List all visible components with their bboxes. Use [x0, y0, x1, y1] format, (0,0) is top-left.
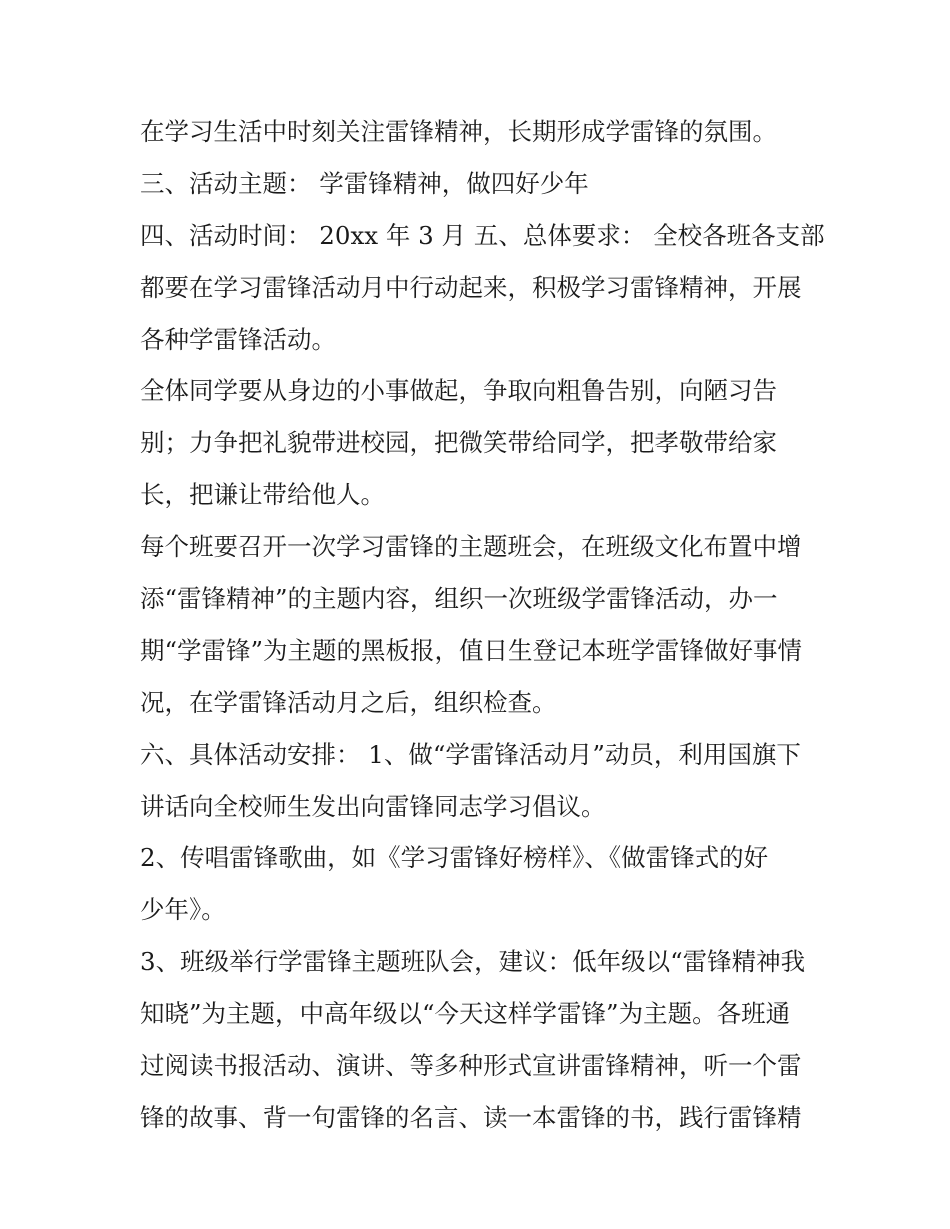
text-line: 四、活动时间： 20xx 年 3 月 五、总体要求： 全校各班各支部 [140, 220, 825, 250]
text-line: 各种学雷锋活动。 [140, 324, 336, 354]
text-line: 期“学雷锋”为主题的黑板报，值日生登记本班学雷锋做好事情 [140, 635, 803, 665]
text-line: 长，把谦让带给他人。 [140, 480, 385, 510]
text-line: 知晓”为主题，中高年级以“今天这样学雷锋”为主题。各班通 [140, 999, 791, 1029]
text-line: 讲话向全校师生发出向雷锋同志学习倡议。 [140, 791, 606, 821]
text-line: 3、班级举行学雷锋主题班队会，建议：低年级以“雷锋精神我 [140, 947, 806, 977]
text-line: 三、活动主题： 学雷锋精神，做四好少年 [140, 168, 589, 198]
text-line: 别；力争把礼貌带进校园，把微笑带给同学，把孝敬带给家 [140, 428, 777, 458]
text-line: 况，在学雷锋活动月之后，组织检查。 [140, 687, 557, 717]
text-line: 在学习生活中时刻关注雷锋精神，长期形成学雷锋的氛围。 [140, 117, 777, 146]
text-line: 添“雷锋精神”的主题内容，组织一次班级学雷锋活动，办一 [140, 584, 778, 614]
text-line: 锋的故事、背一句雷锋的名言、读一本雷锋的书，践行雷锋精 [140, 1102, 802, 1132]
text-line: 每个班要召开一次学习雷锋的主题班会，在班级文化布置中增 [140, 532, 802, 562]
document-body [140, 106, 825, 1144]
text-line: 都要在学习雷锋活动月中行动起来，积极学习雷锋精神，开展 [140, 272, 802, 302]
text-line: 全体同学要从身边的小事做起，争取向粗鲁告别，向陋习告 [140, 376, 777, 406]
text-line: 过阅读书报活动、演讲、等多种形式宣讲雷锋精神，听一个雷 [140, 1051, 802, 1081]
text-line: 2、传唱雷锋歌曲，如《学习雷锋好榜样》、《做雷锋式的好 [140, 843, 769, 873]
text-line: 少年》。 [140, 895, 226, 925]
text-line: 六、具体活动安排： 1、做“学雷锋活动月”动员，利用国旗下 [140, 739, 801, 769]
